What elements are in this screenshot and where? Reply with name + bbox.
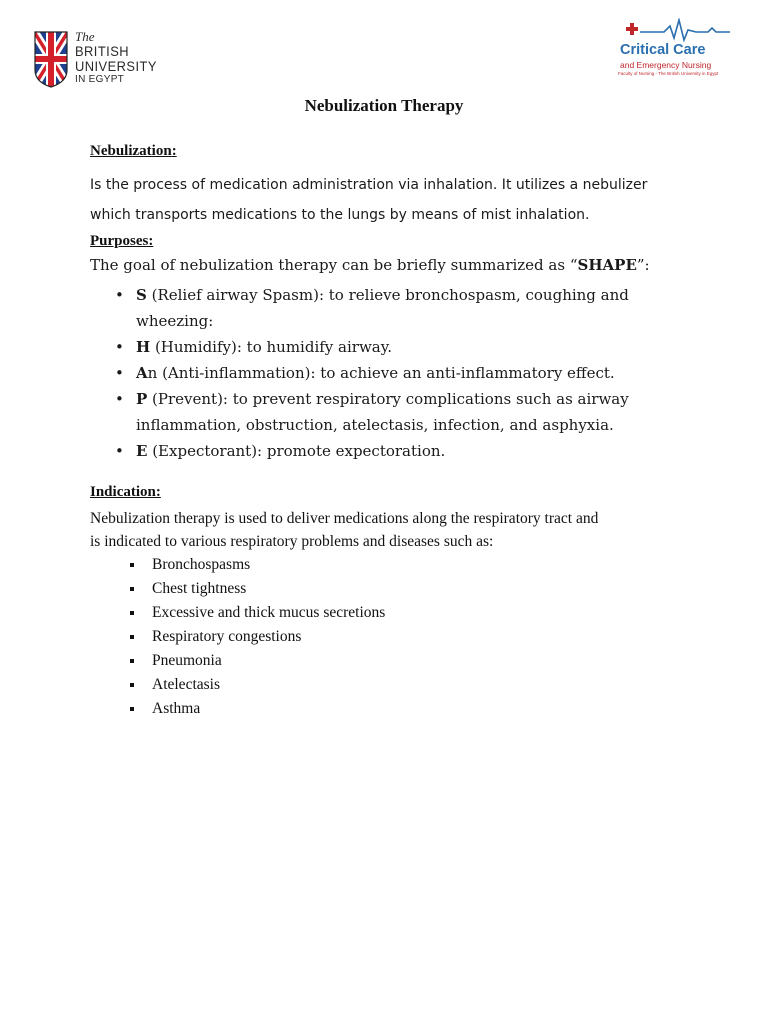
indication-paragraph: Nebulization therapy is used to deliver medications along the respiratory tract and is indicated to various respiratory problems and diseases such as: [90,510,599,550]
list-item: Atelectasis [130,673,385,697]
list-item: Chest tightness [130,577,385,601]
square-bullet-icon [130,707,134,711]
bullet-icon: • [115,390,124,408]
list-item: Bronchospasms [130,553,385,577]
purposes-heading: Purposes: [90,233,154,249]
square-bullet-icon [130,635,134,639]
shape-intro: The goal of nebulization therapy can be briefly summarized as “SHAPE”: [90,256,650,274]
square-bullet-icon [130,563,134,567]
indication-heading: Indication: [90,484,161,500]
heartbeat-cross-icon [616,18,732,44]
nebulization-heading: Nebulization: [90,143,177,159]
bullet-icon: • [115,364,124,382]
bullet-icon: • [115,442,124,460]
shape-list [90,282,690,464]
union-jack-shield-icon [33,30,69,88]
bullet-icon: • [115,286,124,304]
list-item: • H (Humidify): to humidify airway. [90,334,690,360]
bullet-icon: • [115,338,124,356]
nebulization-definition: Is the process of medication administration via inhalation. It utilizes a nebulizer which transports medications to the lungs by means of mist inhalation. [90,177,648,223]
british-university-logo [33,28,157,92]
square-bullet-icon [130,587,134,591]
square-bullet-icon [130,659,134,663]
list-item: Pneumonia [130,649,385,673]
square-bullet-icon [130,611,134,615]
page-title: Nebulization Therapy [304,96,464,115]
critical-care-logo: Critical Care and Emergency Nursing Faculty of Nursing - The British University in Egypt [614,18,738,78]
list-item: • P (Prevent): to prevent respiratory complications such as airway inflammation, obstruction, atelectasis, infection, and asphyxia. [90,386,690,438]
list-item: Asthma [130,697,385,721]
list-item: • E (Expectorant): promote expectoration. [90,438,690,464]
list-item: • An (Anti-inflammation): to achieve an anti-inflammatory effect. [90,360,690,386]
square-bullet-icon [130,683,134,687]
list-item: Respiratory congestions [130,625,385,649]
list-item: Excessive and thick mucus secretions [130,601,385,625]
list-item: • S (Relief airway Spasm): to relieve bronchospasm, coughing and wheezing: [90,282,690,334]
indication-list [130,553,385,721]
bue-logo-text: The BRITISH UNIVERSITY IN EGYPT [75,29,157,85]
